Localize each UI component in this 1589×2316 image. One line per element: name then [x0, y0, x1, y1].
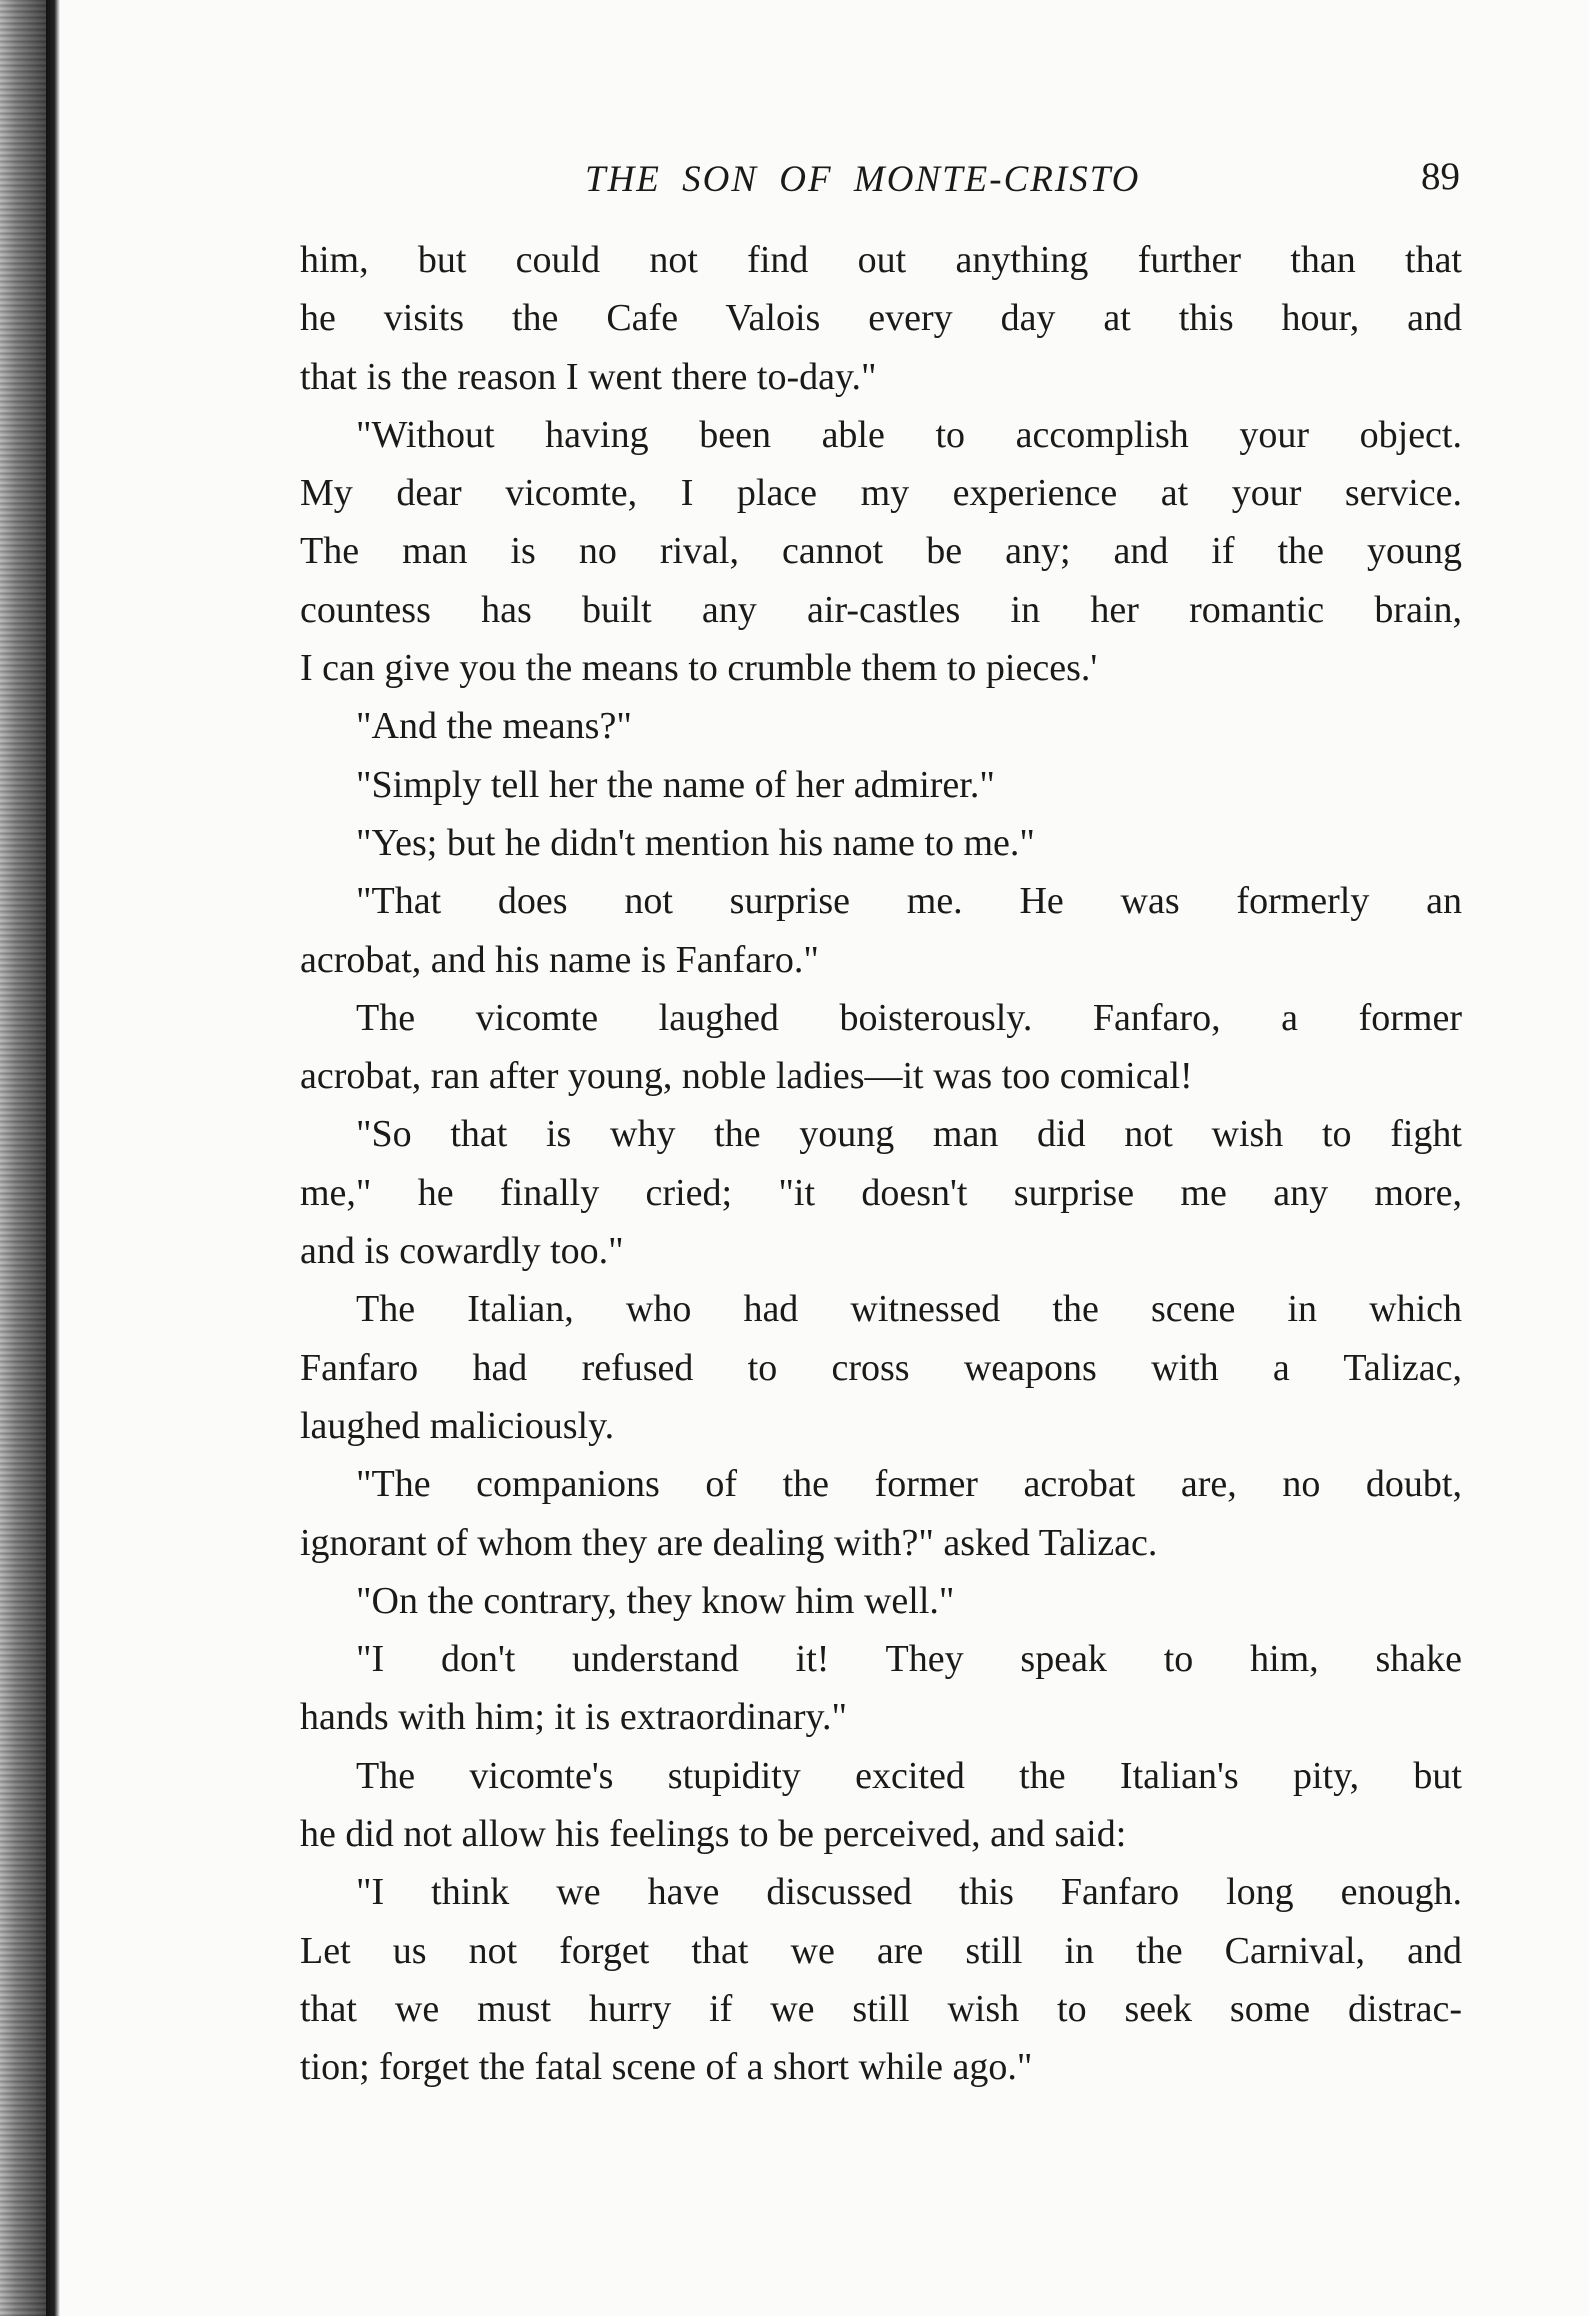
binding-edge — [46, 0, 60, 2316]
text-line: and is cowardly too." — [300, 1230, 624, 1273]
text-line: tion; forget the fatal scene of a short while ago." — [300, 2046, 1033, 2089]
text-line: "That does not surprise me. He was formerly an — [356, 880, 1462, 923]
text-line: that we must hurry if we still wish to seek some distrac- — [300, 1987, 1462, 2030]
text-line: me," he finally cried; "it doesn't surprise me any more, — [300, 1171, 1462, 1214]
text-line: The Italian, who had witnessed the scene in which — [356, 1288, 1462, 1331]
text-line: "I think we have discussed this Fanfaro long enough. — [356, 1871, 1462, 1914]
text-line: Let us not forget that we are still in the Carnival, and — [300, 1929, 1462, 1972]
text-line: The man is no rival, cannot be any; and if the young — [300, 530, 1462, 573]
running-title: THE SON OF MONTE-CRISTO — [585, 159, 1141, 200]
text-line: he visits the Cafe Valois every day at this hour, and — [300, 297, 1462, 340]
text-line: "The companions of the former acrobat are, no doubt, — [356, 1463, 1462, 1506]
text-line: "Yes; but he didn't mention his name to me." — [356, 821, 1035, 864]
text-line: acrobat, ran after young, noble ladies—it was too comical! — [300, 1055, 1193, 1098]
text-line: "And the means?" — [356, 705, 632, 748]
text-line: "So that is why the young man did not wish to fight — [356, 1113, 1462, 1156]
text-line: that is the reason I went there to-day." — [300, 355, 877, 398]
text-line: ignorant of whom they are dealing with?" asked Talizac. — [300, 1521, 1158, 1564]
text-line: "Without having been able to accomplish your object. — [356, 413, 1462, 456]
text-line: I can give you the means to crumble them to pieces.' — [300, 647, 1098, 690]
text-line: him, but could not find out anything further than that — [300, 239, 1462, 281]
text-line: Fanfaro had refused to cross weapons with a Talizac, — [300, 1346, 1462, 1389]
body-text — [300, 231, 1462, 2097]
text-line: My dear vicomte, I place my experience at your service. — [300, 472, 1462, 515]
text-line: he did not allow his feelings to be perceived, and said: — [300, 1813, 1127, 1856]
text-line: countess has built any air-castles in her romantic brain, — [300, 588, 1462, 631]
text-line: "I don't understand it! They speak to him, shake — [356, 1638, 1462, 1681]
text-line: laughed maliciously. — [300, 1404, 615, 1447]
text-line: The vicomte's stupidity excited the Italian's pity, but — [356, 1754, 1462, 1797]
text-line: "On the contrary, they know him well." — [356, 1579, 955, 1622]
text-line: hands with him; it is extraordinary." — [300, 1696, 848, 1739]
text-line: The vicomte laughed boisterously. Fanfaro, a former — [356, 996, 1462, 1039]
text-line: acrobat, and his name is Fanfaro." — [300, 938, 819, 981]
text-line: "Simply tell her the name of her admirer." — [356, 763, 995, 806]
binding-shadow — [0, 0, 46, 2316]
page-number: 89 — [1421, 155, 1460, 198]
running-head — [300, 155, 1480, 218]
